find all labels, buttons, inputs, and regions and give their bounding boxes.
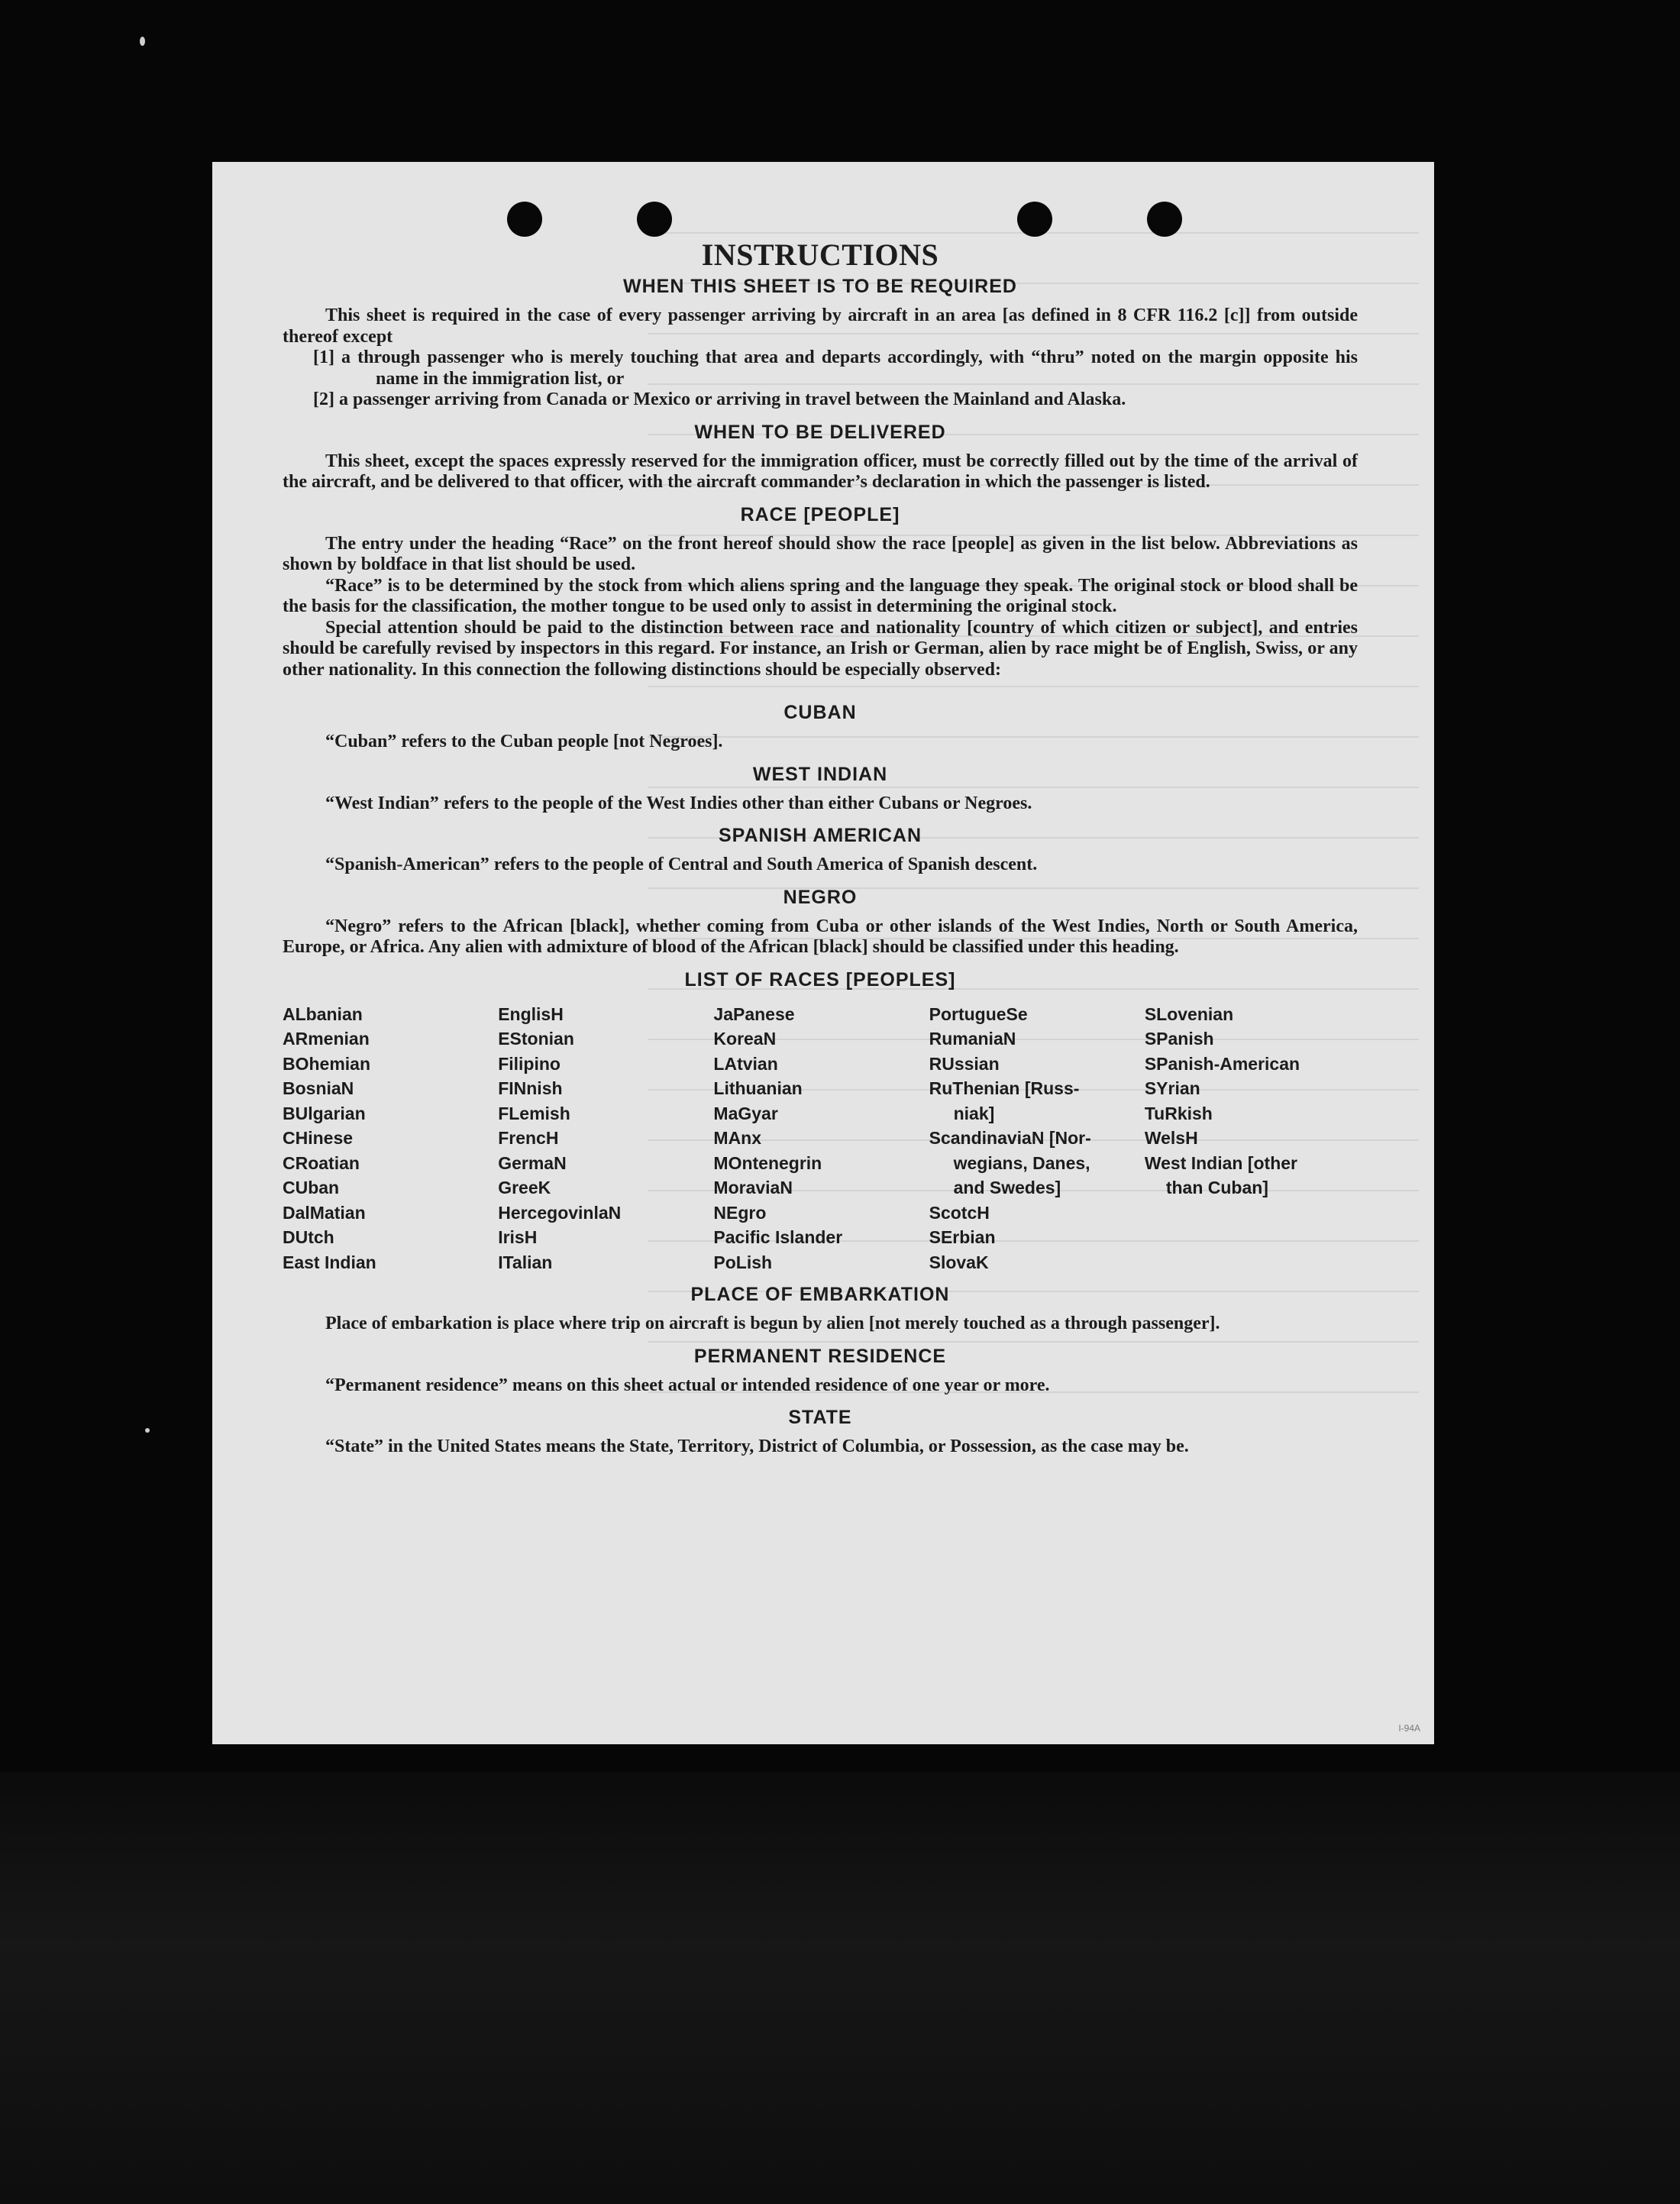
race-entry: FINnish bbox=[498, 1078, 563, 1098]
race-entry: DUtch bbox=[283, 1227, 334, 1247]
race-entry: EnglisH bbox=[498, 1003, 564, 1024]
race-entry: SPanish bbox=[1144, 1029, 1214, 1049]
race-entry: CUban bbox=[283, 1178, 340, 1197]
race-entry: MoraviaN bbox=[713, 1178, 793, 1197]
race-entry: PoLish bbox=[713, 1252, 773, 1272]
heading-list-of-races: LIST OF RACES [PEOPLES] bbox=[684, 968, 956, 991]
race-paragraph-2: “Race” is to be determined by the stock from which aliens spring and the language they speak. The original stock or blood shall be the basis for the classification, the mother tongue to be used only to assist in determining the original stock. bbox=[283, 575, 1358, 616]
race-entry: CHinese bbox=[283, 1128, 354, 1148]
race-entry: EStonian bbox=[498, 1029, 574, 1049]
race-entry: SErbian bbox=[929, 1227, 996, 1247]
document-title: INSTRUCTIONS bbox=[701, 238, 939, 272]
race-entry-continued: wegians, Danes, bbox=[953, 1152, 1090, 1173]
race-entry: ITalian bbox=[498, 1252, 553, 1272]
spanish-american-text: “Spanish-American” refers to the people of Central and South America of Spanish descent. bbox=[325, 855, 1038, 874]
races-column-2 bbox=[498, 1002, 713, 1275]
race-entry: Filipino bbox=[498, 1053, 561, 1074]
race-entry: ALbanian bbox=[283, 1003, 363, 1024]
race-entry: SPanish-American bbox=[1144, 1053, 1300, 1074]
exception-item-1: [1] a through passenger who is merely touching that area and departs accordingly, with “thru” noted on the margin opposite his name in the immigration list, or bbox=[313, 347, 1358, 389]
race-entry: GermaN bbox=[498, 1152, 567, 1173]
race-entry: MaGyar bbox=[713, 1103, 778, 1123]
heading-state: STATE bbox=[788, 1407, 852, 1428]
race-entry: LAtvian bbox=[713, 1053, 778, 1074]
races-column-3 bbox=[713, 1002, 929, 1275]
punch-hole bbox=[1147, 202, 1182, 237]
race-entry: RuThenian [Russ- bbox=[929, 1078, 1080, 1098]
heading-when-delivered: WHEN TO BE DELIVERED bbox=[694, 421, 946, 443]
race-entry: Lithuanian bbox=[713, 1078, 803, 1098]
punch-hole bbox=[637, 202, 672, 237]
race-entry: Pacific Islander bbox=[713, 1227, 843, 1247]
race-entry: MOntenegrin bbox=[713, 1152, 822, 1173]
race-entry: ScotcH bbox=[929, 1202, 990, 1223]
cuban-text: “Cuban” refers to the Cuban people [not Negroes]. bbox=[325, 732, 723, 751]
races-column-1 bbox=[283, 1002, 498, 1275]
west-indian-text: “West Indian” refers to the people of the West Indies other than either Cubans or Negroes. bbox=[325, 793, 1032, 813]
race-entry: RUssian bbox=[929, 1053, 1000, 1074]
heading-race: RACE [PEOPLE] bbox=[740, 503, 900, 525]
race-entry: PortugueSe bbox=[929, 1003, 1028, 1024]
race-entry: DalMatian bbox=[283, 1202, 366, 1223]
punch-hole bbox=[1017, 202, 1052, 237]
heading-place-of-embarkation: PLACE OF EMBARKATION bbox=[690, 1284, 950, 1305]
race-entry: WelsH bbox=[1144, 1128, 1198, 1148]
race-entry: ScandinaviaN [Nor- bbox=[929, 1128, 1091, 1148]
negro-text: “Negro” refers to the African [black], whether coming from Cuba or other islands of the West Indies, North or South America, Europe, or Africa. Any alien with admixture of blood of the African [black] should be classified under this heading. bbox=[283, 916, 1358, 957]
heading-west-indian: WEST INDIAN bbox=[752, 763, 888, 785]
scanner-background bbox=[0, 1772, 1680, 2204]
race-entry: SLovenian bbox=[1144, 1003, 1234, 1024]
race-entry: KoreaN bbox=[713, 1029, 777, 1049]
race-entry-continued: than Cuban] bbox=[1165, 1178, 1268, 1197]
scan-speck bbox=[145, 1428, 150, 1433]
race-paragraph-1: The entry under the heading “Race” on the front hereof should show the race [people] as given in the list below. Abbreviations as shown by boldface in that list should be used. bbox=[283, 533, 1358, 574]
race-entry-continued: and Swedes] bbox=[953, 1178, 1061, 1197]
race-entry: FLemish bbox=[498, 1103, 570, 1123]
scan-speck bbox=[140, 37, 145, 46]
heading-permanent-residence: PERMANENT RESIDENCE bbox=[693, 1345, 947, 1367]
race-entry: IrisH bbox=[498, 1227, 538, 1247]
race-entry: NEgro bbox=[713, 1202, 767, 1223]
race-paragraph-3: Special attention should be paid to the distinction between race and nationality [country of which citizen or subject], and entries should be carefully revised by inspectors in this regard. For instance, an Irish or German, alien by race might be of English, Swiss, or any other nationality. In this connection the following distinctions should be especially observed: bbox=[283, 617, 1358, 680]
race-entry: CRoatian bbox=[283, 1152, 360, 1173]
race-entry: HercegovinlaN bbox=[498, 1202, 622, 1223]
race-entry: FrencH bbox=[498, 1128, 559, 1148]
heading-cuban: CUBAN bbox=[783, 702, 857, 723]
embarkation-text: Place of embarkation is place where trip on aircraft is begun by alien [not merely touched as a through passenger]. bbox=[325, 1314, 1220, 1333]
heading-spanish-american: SPANISH AMERICAN bbox=[718, 825, 922, 846]
race-entry: SYrian bbox=[1144, 1078, 1200, 1098]
punch-hole bbox=[507, 202, 542, 237]
races-column-5 bbox=[1145, 1002, 1358, 1275]
race-entry: BOhemian bbox=[283, 1053, 371, 1074]
state-text: “State” in the United States means the State, Territory, District of Columbia, or Possession, as the case may be. bbox=[325, 1436, 1189, 1456]
required-intro: This sheet is required in the case of every passenger arriving by aircraft in an area [as defined in 8 CFR 116.2 [c]] from outside thereof except bbox=[283, 305, 1358, 347]
residence-text: “Permanent residence” means on this sheet actual or intended residence of one year or more. bbox=[325, 1375, 1050, 1395]
race-entry: RumaniaN bbox=[929, 1029, 1016, 1049]
race-entry: MAnx bbox=[713, 1128, 762, 1148]
race-entry: BosniaN bbox=[283, 1078, 354, 1098]
race-entry: JaPanese bbox=[713, 1003, 795, 1024]
race-entry: ARmenian bbox=[283, 1029, 370, 1049]
race-entry: SlovaK bbox=[929, 1252, 989, 1272]
race-entry: West Indian [other bbox=[1144, 1152, 1298, 1173]
race-entry: BUlgarian bbox=[283, 1103, 366, 1123]
heading-when-required: WHEN THIS SHEET IS TO BE REQUIRED bbox=[623, 276, 1017, 297]
form-code: I-94A bbox=[1398, 1723, 1420, 1734]
race-entry: TuRkish bbox=[1144, 1103, 1213, 1123]
instruction-sheet bbox=[212, 162, 1434, 1744]
race-entry: GreeK bbox=[498, 1178, 551, 1197]
delivered-text: This sheet, except the spaces expressly reserved for the immigration officer, must be correctly filled out by the time of the arrival of the aircraft, and be delivered to that officer, with the aircraft commander’s declaration in which the passenger is listed. bbox=[283, 451, 1358, 492]
races-column-4 bbox=[929, 1002, 1145, 1275]
race-entry-continued: niak] bbox=[953, 1103, 995, 1123]
heading-negro: NEGRO bbox=[783, 886, 858, 908]
race-entry: East Indian bbox=[283, 1252, 376, 1272]
races-list bbox=[283, 1002, 1358, 1275]
exception-item-2: [2] a passenger arriving from Canada or Mexico or arriving in travel between the Mainland and Alaska. bbox=[313, 389, 1126, 409]
